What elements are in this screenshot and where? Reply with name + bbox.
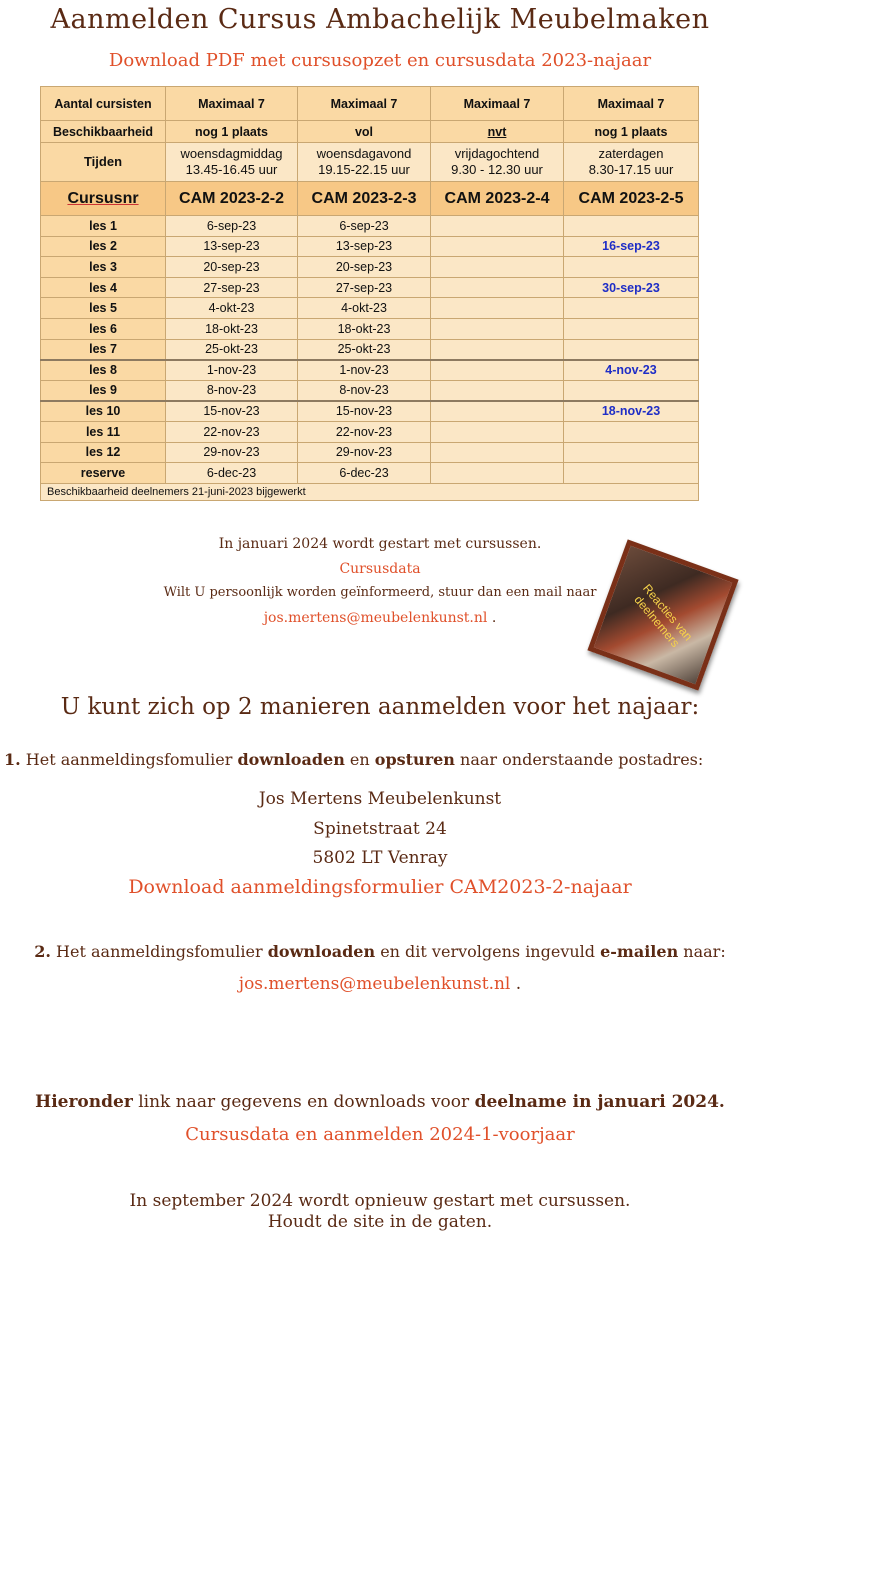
table-cell: Maximaal 7 — [431, 87, 564, 121]
table-cell: 16-sep-23 — [564, 236, 699, 257]
table-cell — [564, 421, 699, 442]
table-cell — [564, 318, 699, 339]
next-intake-line — [0, 1092, 760, 1112]
row-label: les 2 — [41, 236, 166, 257]
closing-line-2: Houdt de site in de gaten. — [267, 1212, 493, 1232]
table-cell: nvt — [431, 121, 564, 143]
table-row — [41, 143, 699, 182]
table-cell — [431, 143, 564, 182]
table-footer: Beschikbaarheid deelnemers 21-juni-2023 bijgewerkt — [41, 483, 699, 500]
table-cell: 15-nov-23 — [298, 401, 431, 422]
photo-caption: Reacties van deelnemers — [631, 581, 696, 650]
table-row — [41, 216, 699, 237]
table-row — [41, 421, 699, 442]
table-row — [41, 182, 699, 216]
download-form-link[interactable]: Download aanmeldingsformulier CAM2023-2-najaar — [128, 876, 632, 898]
row-label: Aantal cursisten — [41, 87, 166, 121]
signup-email-line — [0, 974, 760, 994]
row-label: Beschikbaarheid — [41, 121, 166, 143]
cursusdata-link[interactable]: Cursusdata — [339, 561, 421, 577]
row-label: les 1 — [41, 216, 166, 237]
time-hours: 9.30 - 12.30 uur — [451, 162, 543, 177]
step-text: Het aanmeldingsfomulier — [20, 750, 238, 769]
table-cell: Maximaal 7 — [298, 87, 431, 121]
table-row — [41, 463, 699, 484]
table-cell — [431, 298, 564, 319]
row-label: reserve — [41, 463, 166, 484]
table-row — [41, 257, 699, 278]
course-code: CAM 2023-2-2 — [166, 182, 298, 216]
row-label: les 5 — [41, 298, 166, 319]
table-cell — [431, 463, 564, 484]
table-cell: 29-nov-23 — [166, 442, 298, 463]
closing-text — [0, 1191, 760, 1233]
table-cell: 6-dec-23 — [166, 463, 298, 484]
table-row — [41, 121, 699, 143]
table-cell: 8-nov-23 — [298, 380, 431, 401]
table-cell — [431, 360, 564, 381]
table-row — [41, 236, 699, 257]
table-cell: 20-sep-23 — [166, 257, 298, 278]
lower-text-bold: Hieronder — [35, 1092, 133, 1112]
table-cell — [431, 216, 564, 237]
address-name: Jos Mertens Meubelenkunst — [258, 789, 502, 809]
table-cell — [564, 216, 699, 237]
table-cell: 6-dec-23 — [298, 463, 431, 484]
table-cell: 30-sep-23 — [564, 277, 699, 298]
step-text: en dit vervolgens ingevuld — [375, 942, 601, 961]
table-row — [41, 318, 699, 339]
table-cell — [431, 339, 564, 360]
download-pdf-link[interactable]: Download PDF met cursusopzet en cursusdata 2023-najaar — [108, 50, 652, 71]
table-cell — [564, 380, 699, 401]
row-label: les 9 — [41, 380, 166, 401]
voorjaar-link[interactable]: Cursusdata en aanmelden 2024-1-voorjaar — [185, 1124, 575, 1145]
time-day: woensdagavond — [316, 146, 412, 161]
table-cell: Maximaal 7 — [166, 87, 298, 121]
step-text: en — [344, 750, 375, 769]
table-cell: 18-okt-23 — [298, 318, 431, 339]
table-cell: 25-okt-23 — [298, 339, 431, 360]
step-number: 2. — [34, 942, 51, 961]
course-schedule-table — [40, 86, 699, 501]
table-row — [41, 277, 699, 298]
table-cell — [431, 277, 564, 298]
time-day: zaterdagen — [598, 146, 664, 161]
table-row — [41, 401, 699, 422]
table-row — [41, 360, 699, 381]
email-suffix: . — [487, 610, 497, 626]
email-link[interactable]: jos.mertens@meubelenkunst.nl — [263, 610, 488, 626]
info-line-january: In januari 2024 wordt gestart met cursussen. — [218, 536, 542, 552]
table-cell: nog 1 plaats — [166, 121, 298, 143]
time-hours: 13.45-16.45 uur — [185, 162, 278, 177]
table-cell: 8-nov-23 — [166, 380, 298, 401]
table-cell: 22-nov-23 — [166, 421, 298, 442]
lower-text: link naar gegevens en downloads voor — [132, 1092, 475, 1112]
table-cell: 20-sep-23 — [298, 257, 431, 278]
step-text-bold: e-mailen — [600, 942, 679, 961]
table-row — [41, 298, 699, 319]
table-cell — [166, 143, 298, 182]
row-label — [41, 182, 166, 216]
time-hours: 8.30-17.15 uur — [588, 162, 674, 177]
table-cell — [564, 463, 699, 484]
step-text: naar: — [678, 942, 726, 961]
table-row — [41, 442, 699, 463]
table-cell: vol — [298, 121, 431, 143]
row-label: les 7 — [41, 339, 166, 360]
table-cell: 1-nov-23 — [166, 360, 298, 381]
table-cell: Maximaal 7 — [564, 87, 699, 121]
table-row — [41, 380, 699, 401]
table-cell: 6-sep-23 — [298, 216, 431, 237]
signup-step-2 — [0, 942, 760, 961]
row-label: les 8 — [41, 360, 166, 381]
table-cell: 25-okt-23 — [166, 339, 298, 360]
email-suffix: . — [510, 974, 522, 994]
page-title: Aanmelden Cursus Ambachelijk Meubelmaken — [50, 4, 710, 35]
table-cell: 13-sep-23 — [298, 236, 431, 257]
table-cell: 27-sep-23 — [298, 277, 431, 298]
step-text-bold: downloaden — [237, 750, 345, 769]
table-row — [41, 87, 699, 121]
step-text-bold: opsturen — [374, 750, 455, 769]
table-cell: 29-nov-23 — [298, 442, 431, 463]
step-text: naar onderstaande postadres: — [454, 750, 704, 769]
signup-step-1 — [4, 750, 703, 769]
table-cell — [298, 143, 431, 182]
course-code: CAM 2023-2-3 — [298, 182, 431, 216]
table-cell — [431, 257, 564, 278]
table-cell — [564, 298, 699, 319]
step-text-bold: downloaden — [267, 942, 376, 961]
row-label: les 11 — [41, 421, 166, 442]
table-cell: 27-sep-23 — [166, 277, 298, 298]
closing-line-1: In september 2024 wordt opnieuw gestart met cursussen. — [129, 1191, 631, 1211]
table-cell — [564, 257, 699, 278]
table-cell — [564, 339, 699, 360]
row-label: les 6 — [41, 318, 166, 339]
address-street: Spinetstraat 24 — [313, 819, 447, 839]
time-day: woensdagmiddag — [180, 146, 283, 161]
row-label: les 12 — [41, 442, 166, 463]
table-cell: 4-okt-23 — [298, 298, 431, 319]
table-cell: 15-nov-23 — [166, 401, 298, 422]
table-cell: 18-okt-23 — [166, 318, 298, 339]
time-hours: 19.15-22.15 uur — [318, 162, 410, 177]
info-line-mail: Wilt U persoonlijk worden geïnformeerd, stuur dan een mail naar — [163, 585, 597, 600]
table-cell: 1-nov-23 — [298, 360, 431, 381]
table-cell: 18-nov-23 — [564, 401, 699, 422]
signup-heading: U kunt zich op 2 manieren aanmelden voor het najaar: — [60, 694, 700, 720]
course-code: CAM 2023-2-4 — [431, 182, 564, 216]
table-row — [41, 339, 699, 360]
table-cell: 4-okt-23 — [166, 298, 298, 319]
table-cell — [564, 442, 699, 463]
step-text: Het aanmeldingsfomulier — [50, 942, 268, 961]
row-label: Tijden — [41, 143, 166, 182]
table-cell — [564, 143, 699, 182]
row-label: les 4 — [41, 277, 166, 298]
address-city: 5802 LT Venray — [312, 848, 448, 868]
row-label: les 3 — [41, 257, 166, 278]
row-label: les 10 — [41, 401, 166, 422]
lower-text-bold: deelname in januari 2024. — [474, 1092, 725, 1112]
table-cell: 4-nov-23 — [564, 360, 699, 381]
table-cell: 22-nov-23 — [298, 421, 431, 442]
course-code: CAM 2023-2-5 — [564, 182, 699, 216]
table-cell — [431, 236, 564, 257]
table-cell — [431, 318, 564, 339]
table-cell — [431, 421, 564, 442]
table-footer-row — [41, 483, 699, 500]
table-cell: nog 1 plaats — [564, 121, 699, 143]
table-cell: 13-sep-23 — [166, 236, 298, 257]
course-number-label: Cursusnr — [67, 189, 139, 207]
step-number: 1. — [4, 750, 21, 769]
table-cell — [431, 442, 564, 463]
table-cell — [431, 380, 564, 401]
table-cell: 6-sep-23 — [166, 216, 298, 237]
signup-email-link[interactable]: jos.mertens@meubelenkunst.nl — [238, 974, 511, 994]
time-day: vrijdagochtend — [454, 146, 540, 161]
table-cell — [431, 401, 564, 422]
